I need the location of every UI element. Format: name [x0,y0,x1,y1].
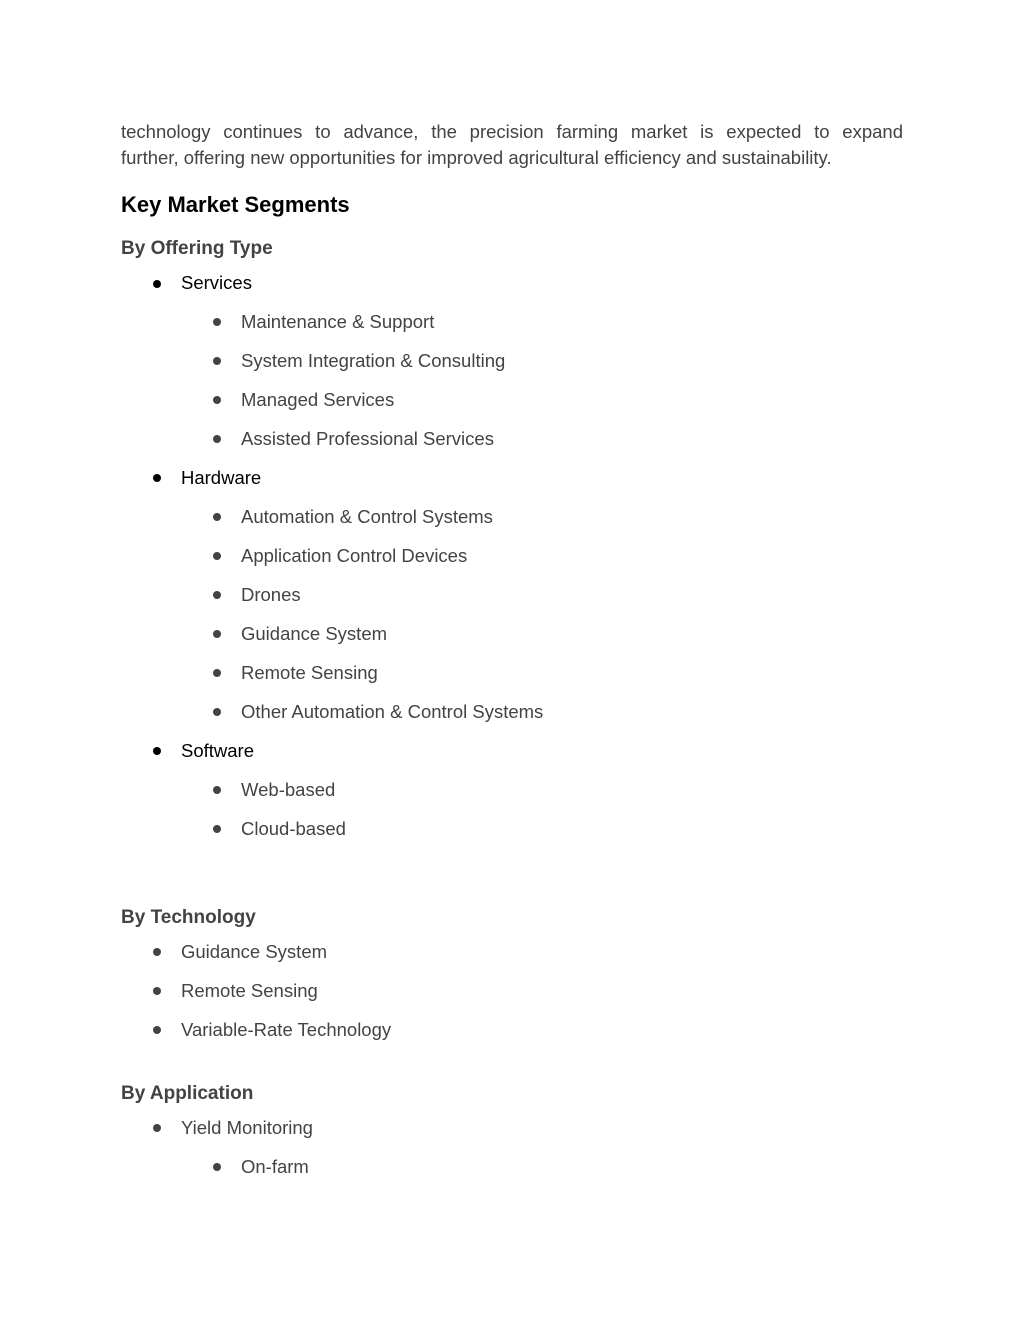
list-item: Remote Sensing [181,980,318,1001]
intro-line: further, offering new opportunities for improved agricultural efficiency and sustainability. [121,147,832,168]
bullet-icon [213,825,221,833]
section-heading: Key Market Segments [121,192,350,217]
list-item: On-farm [241,1156,309,1177]
bullet-icon [153,1026,161,1034]
bullet-icon [213,630,221,638]
intro-line: technology continues to advance, the precision farming market is expected to expand [121,121,903,142]
list-item: Assisted Professional Services [241,428,494,449]
list-item: Variable-Rate Technology [181,1019,392,1040]
list-item: Remote Sensing [241,662,378,683]
bullet-icon [213,591,221,599]
bullet-icon [213,435,221,443]
bullet-icon [153,1124,161,1132]
bullet-icon [213,318,221,326]
bullet-icon [213,786,221,794]
list-item: Application Control Devices [241,545,468,566]
bullet-icon [213,357,221,365]
bullet-icon [153,474,161,482]
list-item-hardware: Hardware [181,467,262,488]
list-item: Maintenance & Support [241,311,435,332]
bullet-icon [153,280,161,288]
intro-paragraph [121,119,903,171]
list-item: System Integration & Consulting [241,350,506,371]
bullet-icon [213,1163,221,1171]
bullet-icon [213,513,221,521]
list-item: Guidance System [181,941,328,962]
bullet-icon [213,552,221,560]
list-item: Cloud-based [241,818,346,839]
bullet-icon [153,948,161,956]
list-item: Managed Services [241,389,395,410]
bullet-icon [213,396,221,404]
list-item-services: Services [181,272,252,293]
list-item-software: Software [181,740,255,761]
subsection-heading-technology: By Technology [121,907,256,928]
bullet-icon [213,669,221,677]
list-item: Drones [241,584,301,605]
list-item: Yield Monitoring [181,1117,313,1138]
list-item: Other Automation & Control Systems [241,701,544,722]
list-item: Web-based [241,779,336,800]
bullet-icon [153,987,161,995]
subsection-heading-offering: By Offering Type [121,238,273,259]
subsection-heading-application: By Application [121,1083,254,1104]
bullet-icon [153,747,161,755]
list-item: Automation & Control Systems [241,506,493,527]
bullet-icon [213,708,221,716]
list-item: Guidance System [241,623,388,644]
